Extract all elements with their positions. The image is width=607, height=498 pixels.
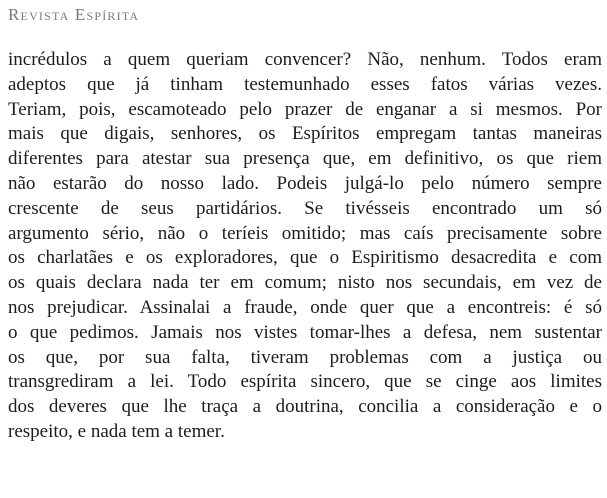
text-line: transgrediram a lei. Todo espírita sincero, que se cinge aos limites	[8, 371, 602, 393]
text-line: o que pedimos. Jamais nos vistes tomar-lhes a defesa, nem sustentar	[8, 321, 602, 343]
text-line: argumento sério, não o teríeis omitido; mas caís precisamente sobre	[8, 222, 602, 244]
running-head: Revista Espírita	[8, 5, 140, 24]
text-line: não estarão do nosso lado. Podeis julgá-lo pelo número sempre	[8, 172, 602, 194]
text-line: Teriam, pois, escamoteado pelo prazer de enganar a si mesmos. Por	[8, 98, 602, 120]
text-line: adeptos que já tinham testemunhado esses fatos várias vezes.	[8, 73, 602, 95]
body-paragraph	[8, 48, 602, 445]
text-line: crescente de seus partidários. Se tivésseis encontrado um só	[8, 197, 602, 219]
text-line: dos deveres que lhe traça a doutrina, concilia a consideração e o	[8, 396, 602, 418]
text-line: respeito, e nada tem a temer.	[8, 420, 225, 442]
text-line: nos prejudicar. Assinalai a fraude, onde quer que a encontreis: é só	[8, 296, 602, 318]
text-line: os charlatães e os exploradores, que o Espiritismo desacredita e com	[8, 247, 602, 269]
text-line: os que, por sua falta, tiveram problemas com a justiça ou	[8, 346, 602, 368]
text-line: os quais declara nada ter em comum; nisto nos secundais, em vez de	[8, 272, 602, 294]
text-line: diferentes para atestar sua presença que, em definitivo, os que riem	[8, 148, 602, 170]
text-line: mais que digais, senhores, os Espíritos empregam tantas maneiras	[8, 123, 602, 145]
text-line: incrédulos a quem queriam convencer? Não, nenhum. Todos eram	[8, 49, 602, 70]
